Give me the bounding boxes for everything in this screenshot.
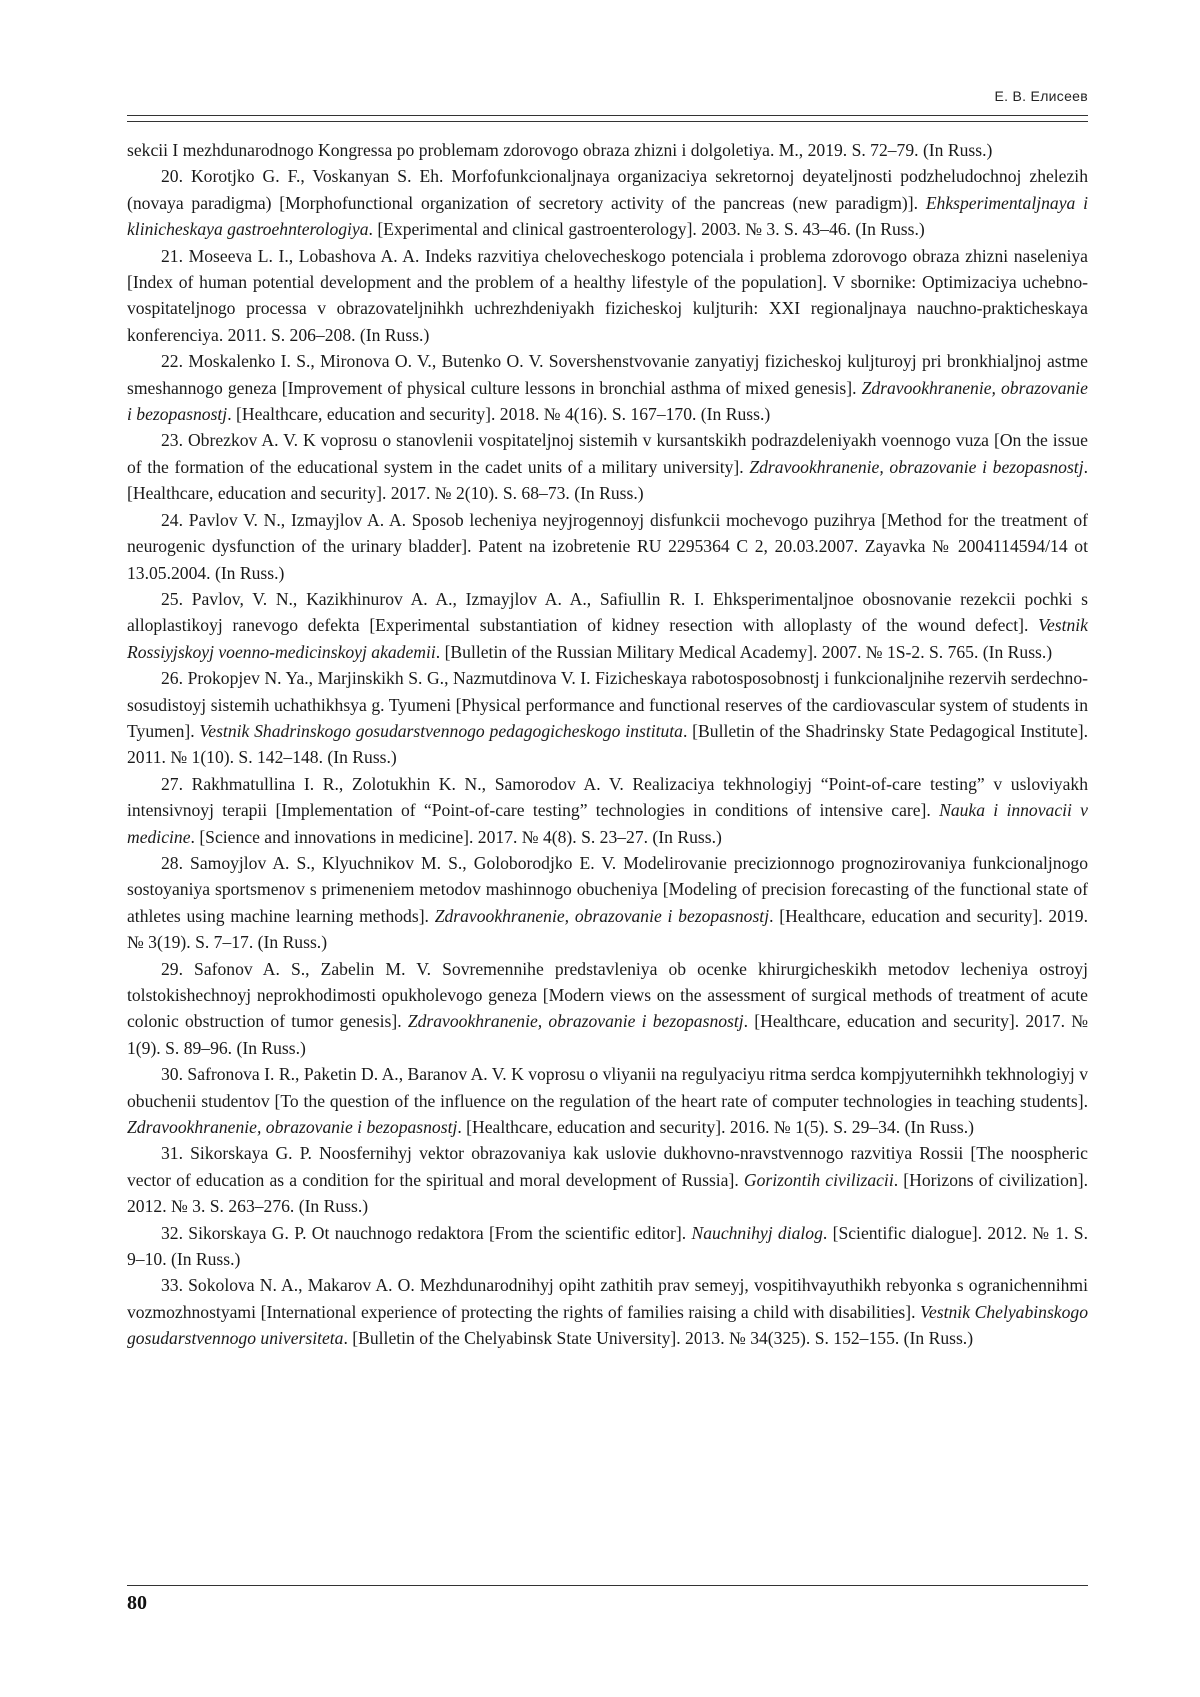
reference-item-24: 24. Pavlov V. N., Izmayjlov A. A. Sposob lecheniya neyjrogennoyj disfunkcii mochevogo puzihrya [Method for the treatment of neurogenic dysfunction of the urinary bladder]. Patent na izobretenie RU 2295364 C 2, 20.03.2007. Zayavka № 2004114594/14 ot 13.05.2004. (In Russ.) <box>127 509 1088 583</box>
reference-list <box>127 137 1088 1352</box>
running-header: Е. В. Елисеев <box>994 88 1088 104</box>
footer-rule <box>127 1585 1088 1586</box>
journal-title: Zdravookhranenie, obrazovanie i bezopasnostj <box>127 1117 458 1138</box>
reference-item-32: 32. Sikorskaya G. P. Ot nauchnogo redaktora [From the scientific editor]. Nauchnihyj dialog. [Scientific dialogue]. 2012. № 1. S. 9–10. (In Russ.) <box>127 1222 1088 1270</box>
journal-title: Vestnik Rossiyjskoyj voenno-medicinskoyj akademii <box>127 615 1088 662</box>
page-number: 80 <box>127 1592 147 1614</box>
journal-title: Vestnik Chelyabinskogo gosudarstvennogo universiteta <box>127 1301 1088 1349</box>
reference-item-20: 20. Korotjko G. F., Voskanyan S. Eh. Morfofunkcionaljnaya organizaciya sekretornoj deyateljnosti podzheludochnoj zhelezih (novaya paradigma) [Morphofunctional organization of secretory activity of the pancreas (new paradigm)]. Ehksperimentaljnaya i klinicheskaya gastroehnterologiya. [Experimental and clinical gastroenterology]. 2003. № 3. S. 43–46. (In Russ.) <box>127 166 1088 240</box>
reference-item-25: 25. Pavlov, V. N., Kazikhinurov A. A., Izmayjlov A. A., Safiullin R. I. Ehksperimentaljnoe obosnovanie rezekcii pochki s alloplastikoyj ranevogo defekta [Experimental substantiation of kidney resection with alloplasty of the wound defect]. Vestnik Rossiyjskoyj voenno-medicinskoyj akademii. [Bulletin of the Russian Military Medical Academy]. 2007. № 1S-2. S. 765. (In Russ.) <box>127 588 1088 662</box>
journal-title: Gorizontih civilizacii <box>743 1169 894 1190</box>
journal-title: Zdravookhranenie, obrazovanie i bezopasnostj <box>749 456 1084 477</box>
reference-item-33: 33. Sokolova N. A., Makarov A. O. Mezhdunarodnihyj opiht zathitih prav semeyj, vospitihvayuthikh rebyonka s ogranichennihmi vozmozhnostyami [International experience of protecting the rights of families raising a child with disabilities]. Vestnik Chelyabinskogo gosudarstvennogo universiteta. [Bulletin of the Chelyabinsk State University]. 2013. № 34(325). S. 152–155. (In Russ.) <box>127 1275 1088 1349</box>
reference-item-22: 22. Moskalenko I. S., Mironova O. V., Butenko O. V. Sovershenstvovanie zanyatiyj fizicheskoj kuljturoyj pri bronkhialjnoj astme smeshannogo geneza [Improvement of physical culture lessons in bronchial asthma of mixed genesis]. Zdravookhranenie, obrazovanie i bezopasnostj. [Healthcare, education and security]. 2018. № 4(16). S. 167–170. (In Russ.) <box>127 351 1088 425</box>
reference-item-19-continuation: sekcii I mezhdunarodnogo Kongressa po problemam zdorovogo obraza zhizni i dolgoletiya. M., 2019. S. 72–79. (In Russ.) <box>127 140 993 160</box>
journal-title: Ehksperimentaljnaya i klinicheskaya gastroehnterologiya <box>127 192 1088 240</box>
reference-item-29: 29. Safonov A. S., Zabelin M. V. Sovremennihe predstavleniya ob ocenke khirurgicheskikh metodov lecheniya ostroyj tolstokishechnoyj neprokhodimosti opukholevogo geneza [Modern views on the assessment of surgical methods of treatment of acute colonic obstruction of tumor genesis]. Zdravookhranenie, obrazovanie i bezopasnostj. [Healthcare, education and security]. 2017. № 1(9). S. 89–96. (In Russ.) <box>127 958 1088 1058</box>
journal-title: Nauchnihyj dialog <box>691 1222 823 1243</box>
reference-item-23: 23. Obrezkov A. V. K voprosu o stanovlenii vospitateljnoj sistemih v kursantskikh podrazdeleniyakh voennogo vuza [On the issue of the formation of the educational system in the cadet units of a military university]. Zdravookhranenie, obrazovanie i bezopasnostj. [Healthcare, education and security]. 2017. № 2(10). S. 68–73. (In Russ.) <box>127 430 1088 504</box>
journal-title: Nauka i innovacii v medicine <box>127 800 1088 847</box>
reference-item-21: 21. Moseeva L. I., Lobashova A. A. Indeks razvitiya chelovecheskogo potenciala i problema zdorovogo obraza zhizni naseleniya [Index of human potential development and the problem of a healthy lifestyle of the population]. V sbornike: Optimizaciya uchebno-vospitateljnogo processa v obrazovateljnihkh uchrezhdeniyakh fizicheskoj kuljturih: XXI regionaljnaya nauchno-prakticheskaya konferenciya. 2011. S. 206–208. (In Russ.) <box>127 245 1088 345</box>
reference-item-30: 30. Safronova I. R., Paketin D. A., Baranov A. V. K voprosu o vliyanii na regulyaciyu ritma serdca kompjyuternihkh tekhnologiyj v obuchenii studentov [To the question of the influence on the regulation of the heart rate of computer technologies in teaching students]. Zdravookhranenie, obrazovanie i bezopasnostj. [Healthcare, education and security]. 2016. № 1(5). S. 29–34. (In Russ.) <box>127 1064 1088 1138</box>
journal-title: Zdravookhranenie, obrazovanie i bezopasnostj <box>434 905 770 926</box>
journal-title: Zdravookhranenie, obrazovanie i bezopasnostj <box>407 1011 744 1032</box>
reference-item-27: 27. Rakhmatullina I. R., Zolotukhin K. N., Samorodov A. V. Realizaciya tekhnologiyj “Point-of-care testing” v usloviyakh intensivnoyj terapii [Implementation of “Point-of-care testing” technologies in conditions of intensive care]. Nauka i innovacii v medicine. [Science and innovations in medicine]. 2017. № 4(8). S. 23–27. (In Russ.) <box>127 773 1088 847</box>
reference-item-28: 28. Samoyjlov A. S., Klyuchnikov M. S., Goloborodjko E. V. Modelirovanie precizionnogo prognozirovaniya funkcionaljnogo sostoyaniya sportsmenov s primeneniem metodov mashinnogo obucheniya [Modeling of precision forecasting of the functional state of athletes using machine learning methods]. Zdravookhranenie, obrazovanie i bezopasnostj. [Healthcare, education and security]. 2019. № 3(19). S. 7–17. (In Russ.) <box>127 852 1088 953</box>
journal-title: Vestnik Shadrinskogo gosudarstvennogo pedagogicheskogo instituta <box>199 720 683 741</box>
reference-item-26: 26. Prokopjev N. Ya., Marjinskikh S. G., Nazmutdinova V. I. Fizicheskaya rabotosposobnostj i funkcionaljnihe rezervih serdechno-sosudistoyj sistemih uchathikhsya g. Tyumeni [Physical performance and functional reserves of the cardiovascular system of students in Tyumen]. Vestnik Shadrinskogo gosudarstvennogo pedagogicheskogo instituta. [Bulletin of the Shadrinsky State Pedagogical Institute]. 2011. № 1(10). S. 142–148. (In Russ.) <box>127 668 1089 768</box>
header-double-rule <box>127 115 1088 122</box>
journal-title: Zdravookhranenie, obrazovanie i bezopasnostj <box>127 377 1088 425</box>
reference-item-31: 31. Sikorskaya G. P. Noosfernihyj vektor obrazovaniya kak uslovie dukhovno-nravstvennogo razvitiya Rossii [The noospheric vector of education as a condition for the spiritual and moral development of Russia]. Gorizontih civilizacii. [Horizons of civilization]. 2012. № 3. S. 263–276. (In Russ.) <box>127 1143 1088 1217</box>
